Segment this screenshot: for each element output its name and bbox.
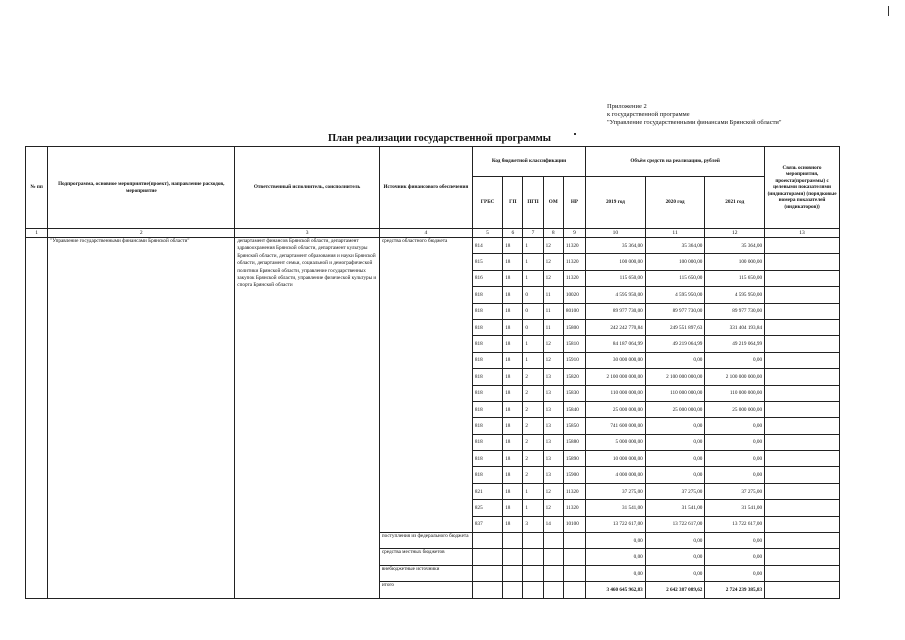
grbs-cell: 818: [472, 451, 502, 467]
column-number-5: 5: [472, 229, 502, 238]
scan-edge-mark: [888, 6, 889, 16]
gp-cell: 18: [503, 319, 523, 335]
amount-2020-cell: 2 100 000 000,00: [645, 369, 705, 385]
header-om: ОМ: [543, 177, 563, 229]
source-cell: итого: [379, 582, 472, 598]
amount-2021-cell: 4 595 950,00: [705, 287, 765, 303]
om-cell: 13: [543, 401, 563, 417]
amount-2020-cell: 0,00: [645, 434, 705, 450]
nr-cell: 10020: [563, 287, 585, 303]
header-gp: ГП: [503, 177, 523, 229]
nr-cell: 15890: [563, 451, 585, 467]
column-number-9: 9: [563, 229, 585, 238]
pgp-cell: 2: [523, 418, 543, 434]
amount-2020-cell: 89 977 730,00: [645, 303, 705, 319]
table-row: [26, 238, 840, 254]
empty-code-cell: [523, 533, 543, 549]
amount-2019-cell: 4 000 000,00: [586, 467, 646, 483]
amount-2019-cell: 741 600 000,00: [586, 418, 646, 434]
pgp-cell: 1: [523, 352, 543, 368]
amount-2019-cell: 4 595 950,00: [586, 287, 646, 303]
amount-2020-cell: 0,00: [645, 467, 705, 483]
amount-2019-cell: 84 187 064,99: [586, 336, 646, 352]
amount-2019-cell: 35 364,00: [586, 238, 646, 254]
gp-cell: 18: [503, 401, 523, 417]
header-link: Связь основного мероприятия, проекта(программы) с целевыми показателями (индикаторами) (порядковые номера показателей (индикаторов)): [765, 147, 840, 229]
gp-cell: 18: [503, 500, 523, 516]
header-nr: НР: [563, 177, 585, 229]
amount-2021-cell: 0,00: [705, 533, 765, 549]
om-cell: 13: [543, 434, 563, 450]
grbs-cell: 837: [472, 516, 502, 532]
amount-2021-cell: 331 404 193,84: [705, 319, 765, 335]
amount-2020-cell: 110 000 000,00: [645, 385, 705, 401]
header-source: Источник финансового обеспечения: [379, 147, 472, 229]
gp-cell: 18: [503, 451, 523, 467]
empty-code-cell: [523, 565, 543, 581]
nr-cell: 15830: [563, 385, 585, 401]
amount-2021-cell: 37 275,00: [705, 483, 765, 499]
header-subprogram: Подпрограмма, основное мероприятие(проект), направление расходов, мероприятие: [48, 147, 235, 229]
empty-code-cell: [472, 565, 502, 581]
source-cell: внебюджетные источники: [379, 565, 472, 581]
nr-cell: 11320: [563, 270, 585, 286]
amount-2021-cell: 0,00: [705, 565, 765, 581]
amount-2021-cell: 31 541,00: [705, 500, 765, 516]
column-number-7: 7: [523, 229, 543, 238]
column-number-3: 3: [235, 229, 380, 238]
link-cell: [765, 303, 840, 319]
amount-2019-cell: 37 275,00: [586, 483, 646, 499]
gp-cell: 18: [503, 418, 523, 434]
pgp-cell: 2: [523, 385, 543, 401]
empty-code-cell: [563, 565, 585, 581]
header-pgp: ПГП: [523, 177, 543, 229]
amount-2021-cell: 0,00: [705, 467, 765, 483]
empty-code-cell: [523, 549, 543, 565]
nr-cell: 11320: [563, 483, 585, 499]
source-cell: поступления из федерального бюджета: [379, 533, 472, 549]
grbs-cell: 818: [472, 401, 502, 417]
amount-2019-cell: 31 541,00: [586, 500, 646, 516]
amount-2019-cell: 13 722 617,00: [586, 516, 646, 532]
empty-code-cell: [563, 549, 585, 565]
amount-2021-cell: 35 364,00: [705, 238, 765, 254]
om-cell: 11: [543, 303, 563, 319]
om-cell: 14: [543, 516, 563, 532]
column-number-12: 12: [705, 229, 765, 238]
appendix-line-2: к государственной программе: [607, 111, 690, 118]
amount-2021-cell: 13 722 617,00: [705, 516, 765, 532]
grbs-cell: 821: [472, 483, 502, 499]
amount-2019-cell: 10 000 000,00: [586, 451, 646, 467]
pgp-cell: 1: [523, 270, 543, 286]
link-cell: [765, 483, 840, 499]
amount-2021-cell: 0,00: [705, 434, 765, 450]
link-cell: [765, 565, 840, 581]
page-title: План реализации государственной программы: [328, 133, 551, 144]
amount-2019-cell: 115 650,00: [586, 270, 646, 286]
nr-cell: 11320: [563, 254, 585, 270]
om-cell: 11: [543, 287, 563, 303]
empty-code-cell: [523, 582, 543, 598]
source-cell: средства местных бюджетов: [379, 549, 472, 565]
header-2020: 2020 год: [645, 177, 705, 229]
amount-2020-cell: 35 364,00: [645, 238, 705, 254]
amount-2021-cell: 0,00: [705, 352, 765, 368]
link-cell: [765, 451, 840, 467]
pgp-cell: 1: [523, 254, 543, 270]
link-cell: [765, 336, 840, 352]
amount-2021-cell: 115 650,00: [705, 270, 765, 286]
gp-cell: 18: [503, 303, 523, 319]
amount-2020-cell: 31 541,00: [645, 500, 705, 516]
om-cell: 12: [543, 500, 563, 516]
om-cell: 12: [543, 254, 563, 270]
amount-2021-cell: 25 000 000,00: [705, 401, 765, 417]
executors-cell: департамент финансов Брянской области, департамент здравоохранения Брянской области, департамент культуры Брянской области, департамент образования и науки Брянской области, департамент семьи, социальной и демографической политики Брянской области, управление государственных закупок Брянской области, управление физической культуры и спорта Брянской области: [235, 238, 380, 599]
amount-2019-cell: 89 977 730,00: [586, 303, 646, 319]
om-cell: 13: [543, 385, 563, 401]
header-2019: 2019 год: [586, 177, 646, 229]
grbs-cell: 818: [472, 336, 502, 352]
amount-2019-cell: 242 242 770,84: [586, 319, 646, 335]
grbs-cell: 818: [472, 352, 502, 368]
amount-2020-cell: 115 650,00: [645, 270, 705, 286]
amount-2019-cell: 100 000,00: [586, 254, 646, 270]
link-cell: [765, 418, 840, 434]
header-grbs: ГРБС: [472, 177, 502, 229]
grbs-cell: 818: [472, 303, 502, 319]
amount-2021-cell: 2 100 000 000,00: [705, 369, 765, 385]
nr-cell: 15810: [563, 336, 585, 352]
appendix-note: [607, 103, 837, 127]
link-cell: [765, 401, 840, 417]
om-cell: 12: [543, 336, 563, 352]
pgp-cell: 2: [523, 451, 543, 467]
header-2021: 2021 год: [705, 177, 765, 229]
empty-code-cell: [543, 565, 563, 581]
gp-cell: 18: [503, 483, 523, 499]
nr-cell: 15880: [563, 434, 585, 450]
program-name-cell: "Управление государственными финансами Брянской области": [48, 238, 235, 599]
empty-code-cell: [472, 582, 502, 598]
link-cell: [765, 533, 840, 549]
om-cell: 13: [543, 467, 563, 483]
pgp-cell: 1: [523, 483, 543, 499]
grbs-cell: 818: [472, 319, 502, 335]
nr-cell: 15800: [563, 319, 585, 335]
gp-cell: 18: [503, 352, 523, 368]
pgp-cell: 2: [523, 467, 543, 483]
header-executor: Ответственный исполнитель, соисполнитель: [235, 147, 380, 229]
link-cell: [765, 500, 840, 516]
link-cell: [765, 467, 840, 483]
amount-2020-cell: 37 275,00: [645, 483, 705, 499]
empty-code-cell: [563, 582, 585, 598]
amount-2019-cell: 2 100 000 000,00: [586, 369, 646, 385]
gp-cell: 18: [503, 516, 523, 532]
nr-cell: 15850: [563, 418, 585, 434]
amount-2019-cell: 25 000 000,00: [586, 401, 646, 417]
nr-cell: 15910: [563, 352, 585, 368]
amount-2021-cell: 49 219 064,99: [705, 336, 765, 352]
om-cell: 13: [543, 451, 563, 467]
nr-cell: 11320: [563, 500, 585, 516]
amount-2020-cell: 0,00: [645, 549, 705, 565]
amount-2021-cell: 0,00: [705, 418, 765, 434]
amount-2020-cell: 0,00: [645, 352, 705, 368]
om-cell: 13: [543, 418, 563, 434]
column-number-2: 2: [48, 229, 235, 238]
om-cell: 13: [543, 369, 563, 385]
om-cell: 12: [543, 270, 563, 286]
grbs-cell: 818: [472, 434, 502, 450]
link-cell: [765, 369, 840, 385]
om-cell: 12: [543, 238, 563, 254]
amount-2020-cell: 249 551 897,63: [645, 319, 705, 335]
column-number-11: 11: [645, 229, 705, 238]
link-cell: [765, 385, 840, 401]
empty-code-cell: [472, 533, 502, 549]
header-num: № пп: [26, 147, 48, 229]
link-cell: [765, 238, 840, 254]
grbs-cell: 825: [472, 500, 502, 516]
amount-2019-cell: 0,00: [586, 549, 646, 565]
amount-2020-cell: 100 000,00: [645, 254, 705, 270]
amount-2019-cell: 3 460 645 962,83: [586, 582, 646, 598]
gp-cell: 18: [503, 238, 523, 254]
amount-2021-cell: 2 724 239 385,83: [705, 582, 765, 598]
gp-cell: 18: [503, 254, 523, 270]
plan-table: [25, 146, 840, 599]
amount-2020-cell: 25 000 000,00: [645, 401, 705, 417]
header-volume: Объём средств на реализацию, рублей: [586, 147, 765, 177]
om-cell: 11: [543, 319, 563, 335]
amount-2020-cell: 0,00: [645, 533, 705, 549]
empty-code-cell: [543, 549, 563, 565]
scan-dot: [574, 133, 576, 135]
header-budget-code: Код бюджетной классификации: [472, 147, 585, 177]
empty-code-cell: [543, 533, 563, 549]
link-cell: [765, 270, 840, 286]
grbs-cell: 818: [472, 369, 502, 385]
amount-2020-cell: 49 219 064,99: [645, 336, 705, 352]
link-cell: [765, 516, 840, 532]
amount-2020-cell: 0,00: [645, 451, 705, 467]
grbs-cell: 818: [472, 467, 502, 483]
empty-code-cell: [503, 565, 523, 581]
column-number-1: 1: [26, 229, 48, 238]
gp-cell: 18: [503, 336, 523, 352]
amount-2020-cell: 0,00: [645, 565, 705, 581]
empty-code-cell: [503, 582, 523, 598]
appendix-line-3: "Управление государственными финансами Брянской области": [607, 119, 782, 126]
amount-2021-cell: 110 000 000,00: [705, 385, 765, 401]
column-number-row: [26, 229, 840, 238]
num-cell: [26, 238, 48, 599]
amount-2020-cell: 0,00: [645, 418, 705, 434]
empty-code-cell: [472, 549, 502, 565]
amount-2020-cell: 4 595 950,00: [645, 287, 705, 303]
pgp-cell: 0: [523, 287, 543, 303]
pgp-cell: 3: [523, 516, 543, 532]
pgp-cell: 0: [523, 303, 543, 319]
nr-cell: 15840: [563, 401, 585, 417]
empty-code-cell: [503, 549, 523, 565]
empty-code-cell: [563, 533, 585, 549]
nr-cell: 15900: [563, 467, 585, 483]
link-cell: [765, 319, 840, 335]
gp-cell: 18: [503, 467, 523, 483]
column-number-6: 6: [503, 229, 523, 238]
om-cell: 12: [543, 352, 563, 368]
grbs-cell: 814: [472, 238, 502, 254]
gp-cell: 18: [503, 369, 523, 385]
pgp-cell: 1: [523, 238, 543, 254]
grbs-cell: 818: [472, 418, 502, 434]
gp-cell: 18: [503, 385, 523, 401]
nr-cell: 15820: [563, 369, 585, 385]
gp-cell: 18: [503, 270, 523, 286]
gp-cell: 18: [503, 434, 523, 450]
amount-2020-cell: 2 642 387 089,62: [645, 582, 705, 598]
amount-2021-cell: 0,00: [705, 549, 765, 565]
amount-2019-cell: 110 000 000,00: [586, 385, 646, 401]
amount-2021-cell: 100 000,00: [705, 254, 765, 270]
pgp-cell: 2: [523, 369, 543, 385]
link-cell: [765, 352, 840, 368]
link-cell: [765, 549, 840, 565]
amount-2019-cell: 0,00: [586, 533, 646, 549]
amount-2020-cell: 13 722 617,00: [645, 516, 705, 532]
appendix-line-1: Приложение 2: [607, 103, 647, 110]
gp-cell: 18: [503, 287, 523, 303]
pgp-cell: 1: [523, 336, 543, 352]
nr-cell: 10100: [563, 516, 585, 532]
grbs-cell: 818: [472, 287, 502, 303]
amount-2019-cell: 0,00: [586, 565, 646, 581]
pgp-cell: 2: [523, 401, 543, 417]
nr-cell: 11320: [563, 238, 585, 254]
source-cell: средства областного бюджета: [379, 238, 472, 533]
pgp-cell: 2: [523, 434, 543, 450]
link-cell: [765, 582, 840, 598]
column-number-4: 4: [379, 229, 472, 238]
nr-cell: 80100: [563, 303, 585, 319]
amount-2021-cell: 0,00: [705, 451, 765, 467]
pgp-cell: 0: [523, 319, 543, 335]
amount-2021-cell: 89 977 730,00: [705, 303, 765, 319]
link-cell: [765, 434, 840, 450]
empty-code-cell: [543, 582, 563, 598]
amount-2019-cell: 5 000 000,00: [586, 434, 646, 450]
pgp-cell: 1: [523, 500, 543, 516]
grbs-cell: 815: [472, 254, 502, 270]
column-number-8: 8: [543, 229, 563, 238]
om-cell: 12: [543, 483, 563, 499]
column-number-10: 10: [586, 229, 646, 238]
empty-code-cell: [503, 533, 523, 549]
link-cell: [765, 287, 840, 303]
amount-2019-cell: 30 000 000,00: [586, 352, 646, 368]
grbs-cell: 818: [472, 385, 502, 401]
grbs-cell: 816: [472, 270, 502, 286]
column-number-13: 13: [765, 229, 840, 238]
link-cell: [765, 254, 840, 270]
